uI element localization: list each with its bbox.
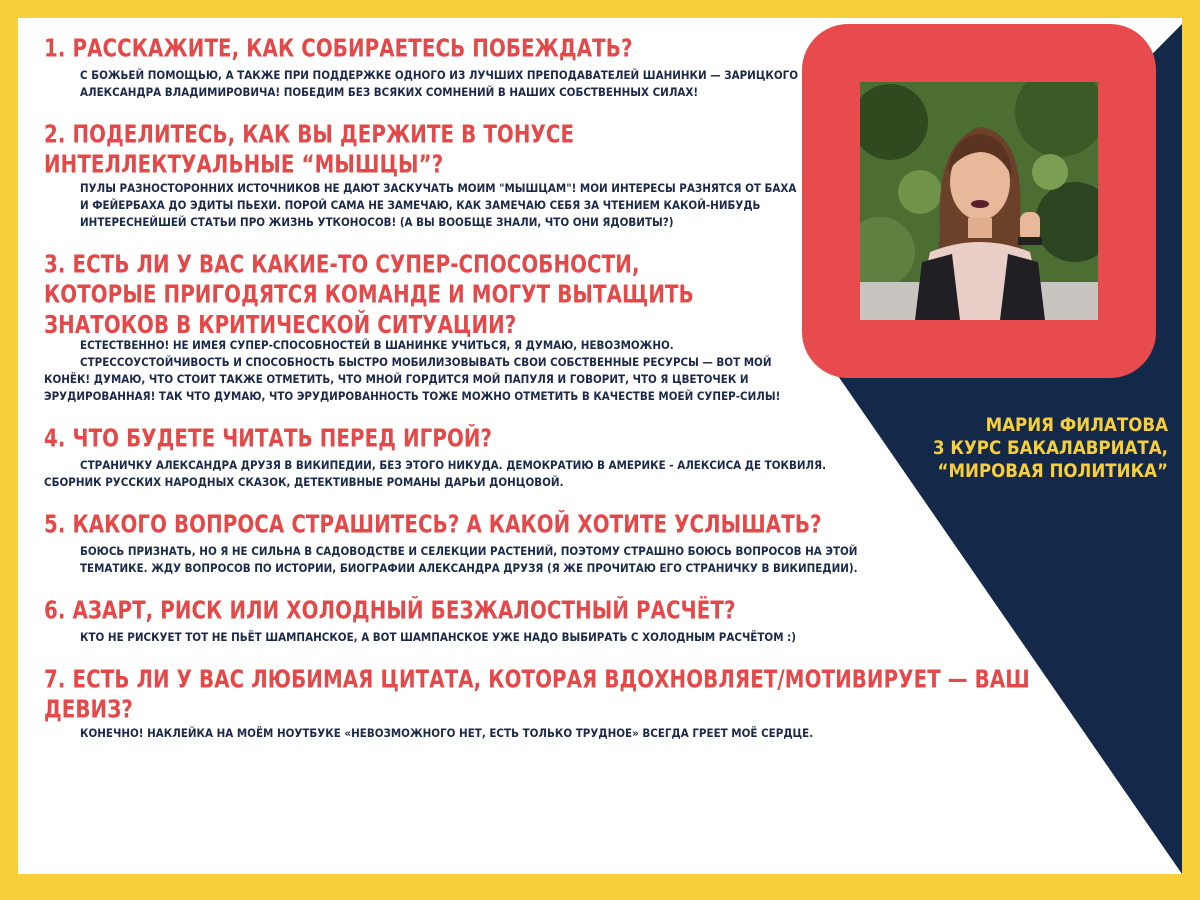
question-block-5 <box>44 510 858 577</box>
person-course: 3 КУРС БАКАЛАВРИАТА, <box>932 438 1168 459</box>
person-program: “МИРОВАЯ ПОЛИТИКА” <box>937 461 1168 482</box>
answer-text <box>44 457 864 491</box>
answer-paragraph: ПУЛЫ РАЗНОСТОРОННИХ ИСТОЧНИКОВ НЕ ДАЮТ ЗАСКУЧАТЬ МОИМ "МЫШЦАМ"! МОИ ИНТЕРЕСЫ РАЗНЯТСЯ ОТ БАХА И ФЕЙЕРБАХА ДО ЭДИТЫ ПЬЕХИ. ПОРОЙ САМА НЕ ЗАМЕЧАЮ, КАК ЗАМЕЧАЮ СЕБЯ ЗА ЧТЕНИЕМ КАКОЙ-НИБУДЬ ИНТЕРЕСНЕЙШЕЙ СТАТЬИ ПРО ЖИЗНЬ УТКОНОСОВ! (А ВЫ ВООБЩЕ ЗНАЛИ, ЧТО ОНИ ЯДОВИТЫ?) <box>80 181 797 229</box>
answer-text <box>44 725 944 742</box>
question-block-6 <box>44 596 824 646</box>
question-title: 7. ЕСТЬ ЛИ У ВАС ЛЮБИМАЯ ЦИТАТА, КОТОРАЯ ВДОХНОВЛЯЕТ/МОТИВИРУЕТ — ВАШ ДЕВИЗ? <box>44 666 1030 725</box>
portrait-photo <box>860 82 1098 320</box>
portrait-illustration <box>860 82 1098 320</box>
person-name: МАРИЯ ФИЛАТОВА <box>985 415 1168 436</box>
answer-text <box>44 67 824 101</box>
interview-card <box>18 18 1182 874</box>
answer-text <box>44 180 824 231</box>
person-caption <box>918 414 1168 483</box>
question-block-2 <box>44 120 824 231</box>
question-title: 4. ЧТО БУДЕТЕ ЧИТАТЬ ПЕРЕД ИГРОЙ? <box>44 425 493 454</box>
question-title: 1. РАССКАЖИТЕ, КАК СОБИРАЕТЕСЬ ПОБЕЖДАТЬ? <box>44 35 633 64</box>
answer-text <box>44 543 924 577</box>
question-title: 3. ЕСТЬ ЛИ У ВАС КАКИЕ-ТО СУПЕР-СПОСОБНОСТИ, КОТОРЫЕ ПРИГОДЯТСЯ КОМАНДЕ И МОГУТ ВЫТАЩИТЬ ЗНАТОКОВ В КРИТИЧЕСКОЙ СИТУАЦИИ? <box>44 251 694 340</box>
answer-paragraph: С БОЖЬЕЙ ПОМОЩЬЮ, А ТАКЖЕ ПРИ ПОДДЕРЖКЕ ОДНОГО ИЗ ЛУЧШИХ ПРЕПОДАВАТЕЛЕЙ ШАНИНКИ — ЗАРИЦКОГО АЛЕКСАНДРА ВЛАДИМИРОВИЧА! ПОБЕДИМ БЕЗ ВСЯКИХ СОМНЕНИЙ В НАШИХ СОБСТВЕННЫХ СИЛАХ! <box>80 68 799 99</box>
question-block-7 <box>44 665 1030 742</box>
answer-paragraph: БОЮСЬ ПРИЗНАТЬ, НО Я НЕ СИЛЬНА В САДОВОДСТВЕ И СЕЛЕКЦИИ РАСТЕНИЙ, ПОЭТОМУ СТРАШНО БОЮСЬ ВОПРОСОВ НА ЭТОЙ ТЕМАТИКЕ. ЖДУ ВОПРОСОВ ПО ИСТОРИИ, БИОГРАФИИ АЛЕКСАНДРА ДРУЗЯ (Я ЖЕ ПРОЧИТАЮ ЕГО СТРАНИЧКУ В ВИКИПЕДИИ). <box>80 544 858 575</box>
question-block-3 <box>44 250 824 405</box>
answer-paragraph: СТРАНИЧКУ АЛЕКСАНДРА ДРУЗЯ В ВИКИПЕДИИ, БЕЗ ЭТОГО НИКУДА. ДЕМОКРАТИЮ В АМЕРИКЕ - АЛЕКСИСА ДЕ ТОКВИЛЯ. СБОРНИК РУССКИХ НАРОДНЫХ СКАЗОК, ДЕТЕКТИВНЫЕ РОМАНЫ ДАРЬИ ДОНЦОВОЙ. <box>44 458 826 489</box>
answer-paragraph: СТРЕССОУСТОЙЧИВОСТЬ И СПОСОБНОСТЬ БЫСТРО МОБИЛИЗОВЫВАТЬ СВОИ СОБСТВЕННЫЕ РЕСУРСЫ — ВОТ МОЙ КОНЁК! ДУМАЮ, ЧТО СТОИТ ТАКЖЕ ОТМЕТИТЬ, ЧТО МНОЙ ГОРДИТСЯ МОЙ ПАПУЛЯ И ГОВОРИТ, ЧТО Я ЦВЕТОЧЕК И ЭРУДИРОВАННАЯ! ТАК ЧТО ДУМАЮ, ЧТО ЭРУДИРОВАННОСТЬ ТОЖЕ МОЖНО ОТМЕТИТЬ В КАЧЕСТВЕ МОЕЙ СУПЕР-СИЛЫ! <box>44 355 781 403</box>
question-title: 2. ПОДЕЛИТЕСЬ, КАК ВЫ ДЕРЖИТЕ В ТОНУСЕ ИНТЕЛЛЕКТУАЛЬНЫЕ “МЫШЦЫ”? <box>44 121 575 180</box>
questions-list <box>44 34 1030 761</box>
answer-paragraph: КОНЕЧНО! НАКЛЕЙКА НА МОЁМ НОУТБУКЕ «НЕВОЗМОЖНОГО НЕТ, ЕСТЬ ТОЛЬКО ТРУДНОЕ» ВСЕГДА ГРЕЕТ МОЁ СЕРДЦЕ. <box>80 726 814 740</box>
photo-frame <box>802 24 1156 378</box>
question-block-1 <box>44 34 824 101</box>
answer-text <box>44 337 804 405</box>
question-title: 6. АЗАРТ, РИСК ИЛИ ХОЛОДНЫЙ БЕЗЖАЛОСТНЫЙ РАСЧЁТ? <box>44 597 736 626</box>
answer-paragraph: ЕСТЕСТВЕННО! НЕ ИМЕЯ СУПЕР-СПОСОБНОСТЕЙ В ШАНИНКЕ УЧИТЬСЯ, Я ДУМАЮ, НЕВОЗМОЖНО. <box>80 338 674 352</box>
question-title: 5. КАКОГО ВОПРОСА СТРАШИТЕСЬ? А КАКОЙ ХОТИТЕ УСЛЫШАТЬ? <box>44 511 822 540</box>
question-block-4 <box>44 424 824 491</box>
answer-text <box>44 629 824 646</box>
answer-paragraph: КТО НЕ РИСКУЕТ ТОТ НЕ ПЬЁТ ШАМПАНСКОЕ, А ВОТ ШАМПАНСКОЕ УЖЕ НАДО ВЫБИРАТЬ С ХОЛОДНЫМ РАСЧЁТОМ :) <box>80 630 796 644</box>
